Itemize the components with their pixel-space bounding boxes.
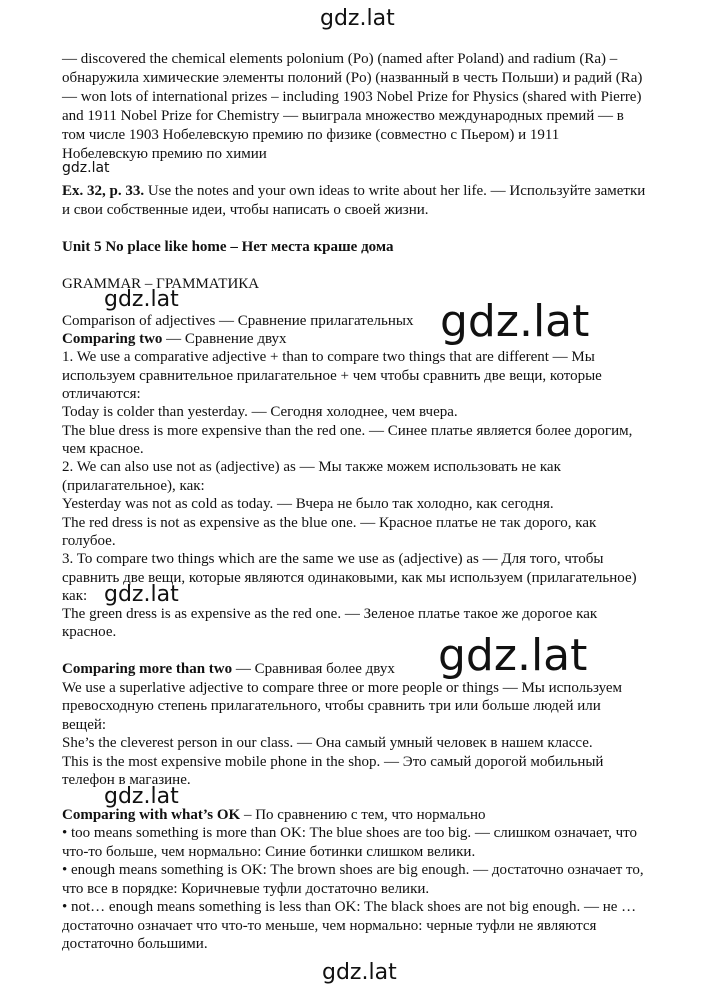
section-label: Comparing with what’s OK — [62, 807, 241, 823]
section-comparing-more — [62, 660, 395, 678]
text-line: 2. We can also use not as (adjective) as — Мы также можем использовать не как — [62, 459, 561, 475]
text-line: чем красное. — [62, 441, 144, 457]
text-line: отличаются: — [62, 386, 141, 402]
text-line: сравнить две вещи, которые являются одинаковыми, как мы используем (прилагательное) — [62, 570, 637, 586]
text-line: Yesterday was not as cold as today. — Вчера не было так холодно, как сегодня. — [62, 496, 554, 512]
section-comparing-two — [62, 330, 287, 348]
text-line: что все в порядке: Коричневые туфли достаточно велики. — [62, 881, 430, 897]
text-line: • enough means something is OK: The brown shoes are big enough. — достаточно означает то, — [62, 862, 644, 878]
text-line: • too means something is more than OK: The blue shoes are too big. — слишком означает, что — [62, 825, 637, 841]
text-line: красное. — [62, 624, 117, 640]
comparison-heading: Comparison of adjectives — Сравнение прилагательных — [62, 313, 414, 329]
watermark-small-1: gdz.lat — [104, 287, 179, 312]
text-line: • not… enough means something is less than OK: The black shoes are not big enough. — не … — [62, 899, 637, 915]
watermark-bottom: gdz.lat — [322, 960, 397, 985]
text-line: обнаружила химические элементы полоний (Po) (названный в честь Польши) и радий (Ra) — [62, 70, 643, 86]
text-line: The blue dress is more expensive than the red one. — Синее платье является более дорогим, — [62, 423, 633, 439]
section-subtitle: — Сравнивая более двух — [232, 661, 395, 677]
text-line: — discovered the chemical elements polonium (Po) (named after Poland) and radium (Ra) – — [62, 51, 618, 67]
exercise-32 — [62, 182, 645, 200]
text-line: Today is colder than yesterday. — Сегодня холоднее, чем вчера. — [62, 404, 458, 420]
text-line: The red dress is not as expensive as the blue one. — Красное платье не так дорого, как — [62, 515, 597, 531]
text-line: достаточно означает что что-то меньше, чем нормально: черные туфли не являются — [62, 918, 597, 934]
text-line: (прилагательное), как: — [62, 478, 205, 494]
text-line: достаточно большими. — [62, 936, 208, 952]
exercise-label: Ex. 32, p. 33. — [62, 183, 145, 199]
text-line: — won lots of international prizes – including 1903 Nobel Prize for Physics (shared with Pierre) — [62, 89, 642, 105]
watermark-inline: gdz.lat — [62, 160, 110, 176]
section-label: Comparing more than two — [62, 661, 233, 677]
section-label: Comparing two — [62, 331, 163, 347]
unit-title: Unit 5 No place like home – Нет места краше дома — [62, 239, 394, 255]
text-line: She’s the cleverest person in our class. — Она самый умный человек в нашем классе. — [62, 735, 593, 751]
text-line: как: — [62, 588, 88, 604]
text-line: 1. We use a comparative adjective + than to compare two things that are different — Мы — [62, 349, 595, 365]
text-line: и свои собственные идеи, чтобы написать о своей жизни. — [62, 202, 429, 218]
section-subtitle: — Сравнение двух — [162, 331, 287, 347]
watermark-small-3: gdz.lat — [104, 784, 179, 809]
text-line: We use a superlative adjective to compare three or more people or things — Мы используем — [62, 680, 623, 696]
text-line: что-то больше, чем нормально: Синие ботинки слишком велики. — [62, 844, 476, 860]
text-line: and 1911 Nobel Prize for Chemistry — выиграла множество международных премий — в — [62, 108, 624, 124]
watermark-top: gdz.lat — [320, 6, 395, 31]
exercise-text: Use the notes and your own ideas to write about her life. — Используйте заметки — [144, 183, 646, 199]
section-comparing-ok — [62, 806, 486, 824]
text-line: телефон в магазине. — [62, 772, 191, 788]
text-line: том числе 1903 Нобелевскую премию по физике (совместно с Пьером) и 1911 — [62, 127, 560, 143]
text-line: Нобелевскую премию по химии — [62, 146, 267, 162]
text-line: The green dress is as expensive as the red one. — Зеленое платье такое же дорогое как — [62, 606, 598, 622]
text-line: This is the most expensive mobile phone in the shop. — Это самый дорогой мобильный — [62, 754, 604, 770]
watermark-large-2: gdz.lat — [438, 630, 588, 681]
text-line: голубое. — [62, 533, 116, 549]
text-line: используем сравнительное прилагательное + чем чтобы сравнить две вещи, которые — [62, 368, 602, 384]
text-line: превосходную степень прилагательного, чтобы сравнить три или больше людей или — [62, 698, 601, 714]
watermark-large-1: gdz.lat — [440, 296, 590, 347]
text-line: 3. To compare two things which are the same we use as (adjective) as — Для того, чтобы — [62, 551, 604, 567]
watermark-small-2: gdz.lat — [104, 582, 179, 607]
text-line: вещей: — [62, 717, 107, 733]
grammar-heading: GRAMMAR – ГРАММАТИКА — [62, 276, 260, 292]
section-subtitle: – По сравнению с тем, что нормально — [240, 807, 486, 823]
